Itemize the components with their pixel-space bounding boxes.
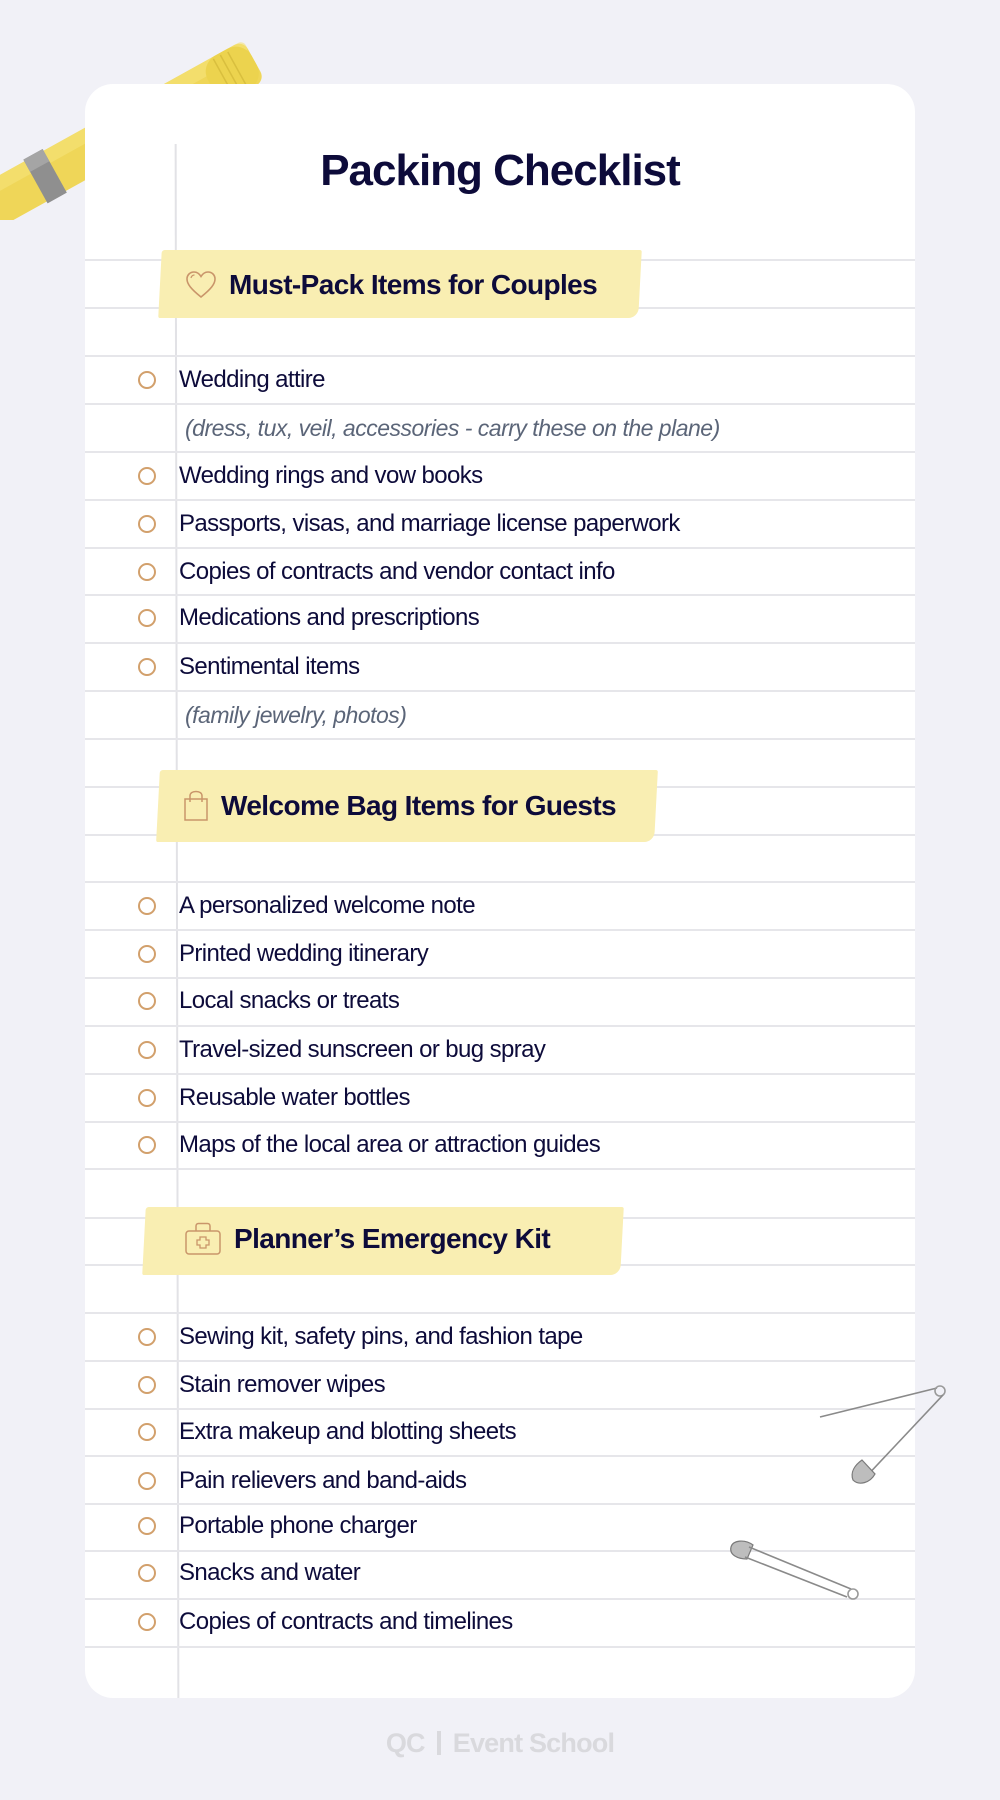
brand-divider [437,1731,441,1755]
checkbox-circle[interactable] [138,1613,156,1631]
heart-icon [185,270,217,300]
section-heading-text: Must-Pack Items for Couples [229,269,598,300]
item-label: A personalized welcome note [179,892,475,919]
checkbox-circle[interactable] [138,1328,156,1346]
checkbox-circle[interactable] [138,658,156,676]
checkbox-circle[interactable] [138,371,156,389]
ruled-line [85,1646,915,1648]
closed-safety-pin-icon [723,1535,863,1605]
item-label: Stain remover wipes [179,1371,386,1398]
checkbox-circle[interactable] [138,1517,156,1535]
checklist-item[interactable] [85,643,915,691]
item-label: Sewing kit, safety pins, and fashion tape [179,1323,583,1350]
item-label: Portable phone charger [179,1512,417,1539]
checklist-item[interactable] [85,356,915,404]
item-label: Pain relievers and band-aids [179,1467,467,1494]
item-label: Wedding attire [179,366,325,393]
checklist-card [85,84,915,1698]
item-label: Wedding rings and vow books [179,462,483,489]
checkbox-circle[interactable] [138,945,156,963]
item-label: Medications and prescriptions [179,604,480,631]
checkbox-circle[interactable] [138,1136,156,1154]
checklist-item[interactable] [85,500,915,548]
checkbox-circle[interactable] [138,1089,156,1107]
checklist-item[interactable] [85,1457,915,1505]
checkbox-circle[interactable] [138,609,156,627]
checklist-item[interactable] [85,882,915,930]
checkbox-circle[interactable] [138,992,156,1010]
section-heading-emergency [184,1218,550,1260]
first-aid-kit-icon [184,1222,222,1256]
item-note: (family jewelry, photos) [185,701,407,728]
section-heading-text: Planner’s Emergency Kit [234,1223,551,1254]
checkbox-circle[interactable] [138,1041,156,1059]
checklist-item[interactable] [85,1026,915,1074]
item-label: Printed wedding itinerary [179,940,429,967]
checklist-item[interactable] [85,594,915,642]
item-label: Passports, visas, and marriage license paperwork [179,510,680,537]
checklist-item[interactable] [85,1121,915,1169]
item-label: Sentimental items [179,653,360,680]
checklist-item[interactable] [85,452,915,500]
checkbox-circle[interactable] [138,1423,156,1441]
checkbox-circle[interactable] [138,467,156,485]
brand-mark: QC [385,1728,425,1758]
section-heading-text: Welcome Bag Items for Guests [221,790,617,821]
shopping-bag-icon [183,790,209,822]
item-label: Extra makeup and blotting sheets [179,1418,517,1445]
checkbox-circle[interactable] [138,515,156,533]
section-heading-couples [185,264,597,306]
item-label: Snacks and water [179,1559,361,1586]
item-label: Local snacks or treats [179,987,400,1014]
item-note: (dress, tux, veil, accessories - carry these on the plane) [185,414,720,441]
item-note-row [85,404,915,452]
item-label: Copies of contracts and timelines [179,1608,513,1635]
item-label: Travel-sized sunscreen or bug spray [179,1036,546,1063]
item-label: Copies of contracts and vendor contact info [179,558,615,585]
checklist-item[interactable] [85,1598,915,1646]
page-title: Packing Checklist [320,146,680,195]
checkbox-circle[interactable] [138,1472,156,1490]
checkbox-circle[interactable] [138,1564,156,1582]
item-label: Maps of the local area or attraction guides [179,1131,601,1158]
checkbox-circle[interactable] [138,897,156,915]
brand-name: Event School [452,1728,615,1758]
checklist-item[interactable] [85,548,915,596]
checklist-item[interactable] [85,1361,915,1409]
open-safety-pin-icon [815,1380,950,1500]
checklist-item[interactable] [85,977,915,1025]
checkbox-circle[interactable] [138,563,156,581]
item-label: Reusable water bottles [179,1084,410,1111]
footer-brand-logo [0,1728,1000,1759]
checklist-item[interactable] [85,1074,915,1122]
section-heading-guests [183,785,616,827]
checkbox-circle[interactable] [138,1376,156,1394]
checklist-item[interactable] [85,930,915,978]
checklist-item[interactable] [85,1408,915,1456]
item-note-row [85,691,915,739]
checklist-item[interactable] [85,1313,915,1361]
